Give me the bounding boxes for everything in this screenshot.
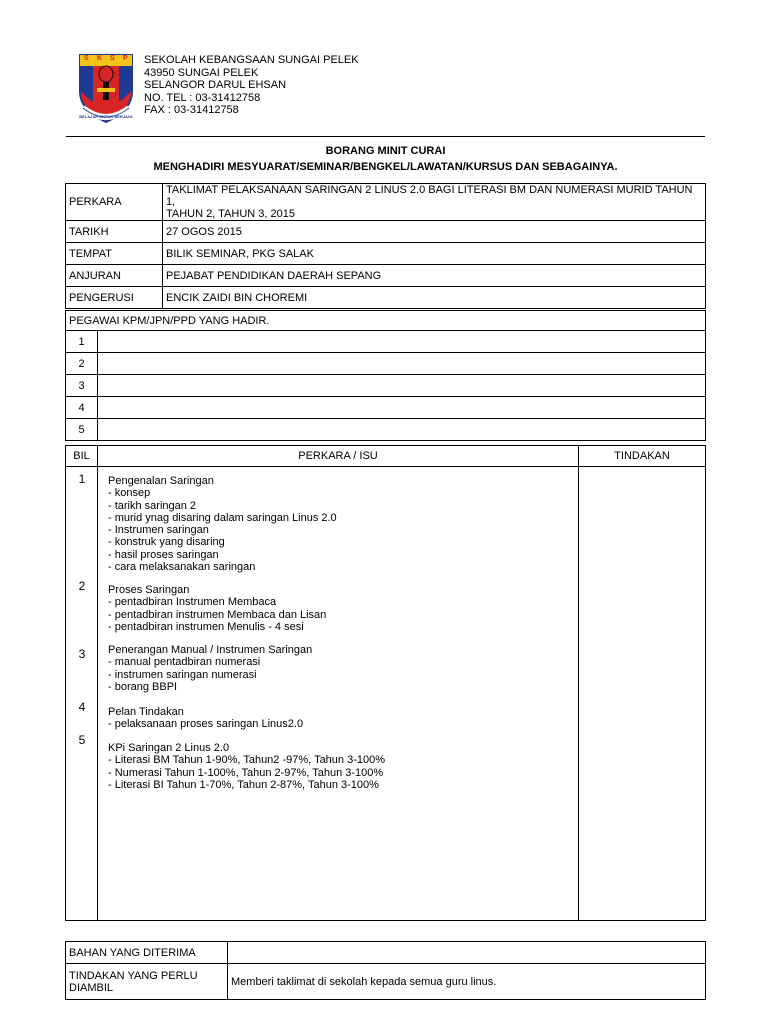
bil-column — [66, 467, 98, 921]
details-value: 27 OGOS 2015 — [163, 221, 706, 243]
minutes-item-text: Pelan Tindakan - pelaksanaan proses saringan Linus2.0 — [108, 706, 304, 731]
details-value: BILIK SEMINAR, PKG SALAK — [163, 243, 706, 265]
details-value: TAKLIMAT PELAKSANAAN SARINGAN 2 LINUS 2.0 BAGI LITERASI BM DAN NUMERASI MURID TAHUN 1, TAHUN 2, TAHUN 3, 2015 — [163, 184, 706, 221]
item-number: 4 — [78, 700, 86, 714]
officer-name-cell[interactable] — [98, 419, 706, 441]
officer-row — [66, 353, 706, 375]
address-line: 43950 SUNGAI PELEK — [144, 66, 259, 79]
tindakan-label: TINDAKAN YANG PERLU DIAMBIL — [66, 964, 228, 1000]
item-number: 2 — [78, 579, 86, 593]
minutes-item-text: Penerangan Manual / Instrumen Saringan - manual pentadbiran numerasi - instrumen saringan numerasi - borang BBPI — [108, 644, 313, 693]
details-label: ANJURAN — [66, 265, 163, 287]
details-value: PEJABAT PENDIDIKAN DAERAH SEPANG — [163, 265, 706, 287]
officer-number: 5 — [66, 419, 98, 441]
details-label: TARIKH — [66, 221, 163, 243]
address-line: SEKOLAH KEBANGSAAN SUNGAI PELEK — [144, 54, 359, 66]
minutes-item-text: Pengenalan Saringan - konsep - tarikh saringan 2 - murid ynag disaring dalam saringan Linus 2.0 - Instrumen saringan - konstruk yang disaring - hasil proses saringan - cara melaksanakan saringan — [108, 475, 337, 574]
footer-table — [65, 941, 706, 1000]
officers-heading: PEGAWAI KPM/JPN/PPD YANG HADIR. — [66, 311, 706, 331]
crest-letter: K — [97, 55, 103, 62]
details-value: ENCIK ZAIDI BIN CHOREMI — [163, 287, 706, 309]
header-divider — [66, 136, 705, 137]
details-row — [66, 243, 706, 265]
tindakan-value[interactable]: Memberi taklimat di sekolah kepada semua guru linus. — [228, 964, 706, 1000]
officer-row — [66, 375, 706, 397]
bil-header: BIL — [66, 446, 98, 467]
crest-letter: S — [84, 55, 89, 62]
officer-name-cell[interactable] — [98, 397, 706, 419]
meeting-details-table — [65, 183, 706, 309]
details-label: PENGERUSI — [66, 287, 163, 309]
item-number: 3 — [78, 647, 86, 661]
address-line: SELANGOR DARUL EHSAN — [144, 79, 287, 91]
officer-name-cell[interactable] — [98, 375, 706, 397]
minutes-item-text: Proses Saringan - pentadbiran Instrumen Membaca - pentadbiran instrumen Membaca dan Lisan - pentadbiran instrumen Menulis - 4 sesi — [108, 584, 327, 633]
officer-row — [66, 419, 706, 441]
officer-number: 1 — [66, 331, 98, 353]
officer-number: 3 — [66, 375, 98, 397]
school-address — [144, 54, 359, 117]
bahan-value[interactable] — [228, 942, 706, 964]
details-row — [66, 184, 706, 221]
minutes-header-row — [66, 446, 706, 467]
footer-row — [66, 964, 706, 1000]
item-number: 1 — [78, 472, 86, 486]
minutes-item-text: KPi Saringan 2 Linus 2.0 - Literasi BM Tahun 1-90%, Tahun2 -97%, Tahun 3-100% - Numerasi Tahun 1-100%, Tahun 2-97%, Tahun 3-100% - Literasi BI Tahun 1-70%, Tahun 2-87%, Tahun 3-100% — [108, 742, 386, 791]
form-subtitle: MENGHADIRI MESYUARAT/SEMINAR/BENGKEL/LAWATAN/KURSUS DAN SEBAGAINYA. — [153, 161, 618, 173]
officer-row — [66, 397, 706, 419]
details-label: TEMPAT — [66, 243, 163, 265]
bahan-label: BAHAN YANG DITERIMA — [66, 942, 228, 964]
officer-name-cell[interactable] — [98, 353, 706, 375]
minutes-body-row — [66, 467, 706, 921]
form-title: BORANG MINIT CURAI — [325, 145, 446, 157]
officer-number: 2 — [66, 353, 98, 375]
crest-letter: P — [123, 55, 128, 62]
crest-letter: S — [110, 55, 115, 62]
officer-name-cell[interactable] — [98, 331, 706, 353]
perkara-header: PERKARA / ISU — [98, 446, 579, 467]
address-line: FAX : 03-31412758 — [144, 104, 239, 116]
details-row — [66, 265, 706, 287]
minutes-table — [65, 445, 706, 921]
officers-table — [65, 310, 706, 441]
officers-heading-row — [66, 311, 706, 331]
footer-row — [66, 942, 706, 964]
officer-row — [66, 331, 706, 353]
tindakan-header: TINDAKAN — [579, 446, 706, 467]
details-label: PERKARA — [66, 184, 163, 221]
details-row — [66, 221, 706, 243]
crest-ribbon-text: BELAJAR UNTUK BERJAYA — [79, 114, 133, 119]
address-line: NO. TEL : 03-31412758 — [144, 91, 261, 104]
tindakan-column[interactable] — [579, 467, 706, 921]
officer-number: 4 — [66, 397, 98, 419]
crest-letters — [77, 55, 135, 65]
item-number: 5 — [78, 733, 86, 747]
perkara-column — [98, 467, 579, 921]
details-row — [66, 287, 706, 309]
